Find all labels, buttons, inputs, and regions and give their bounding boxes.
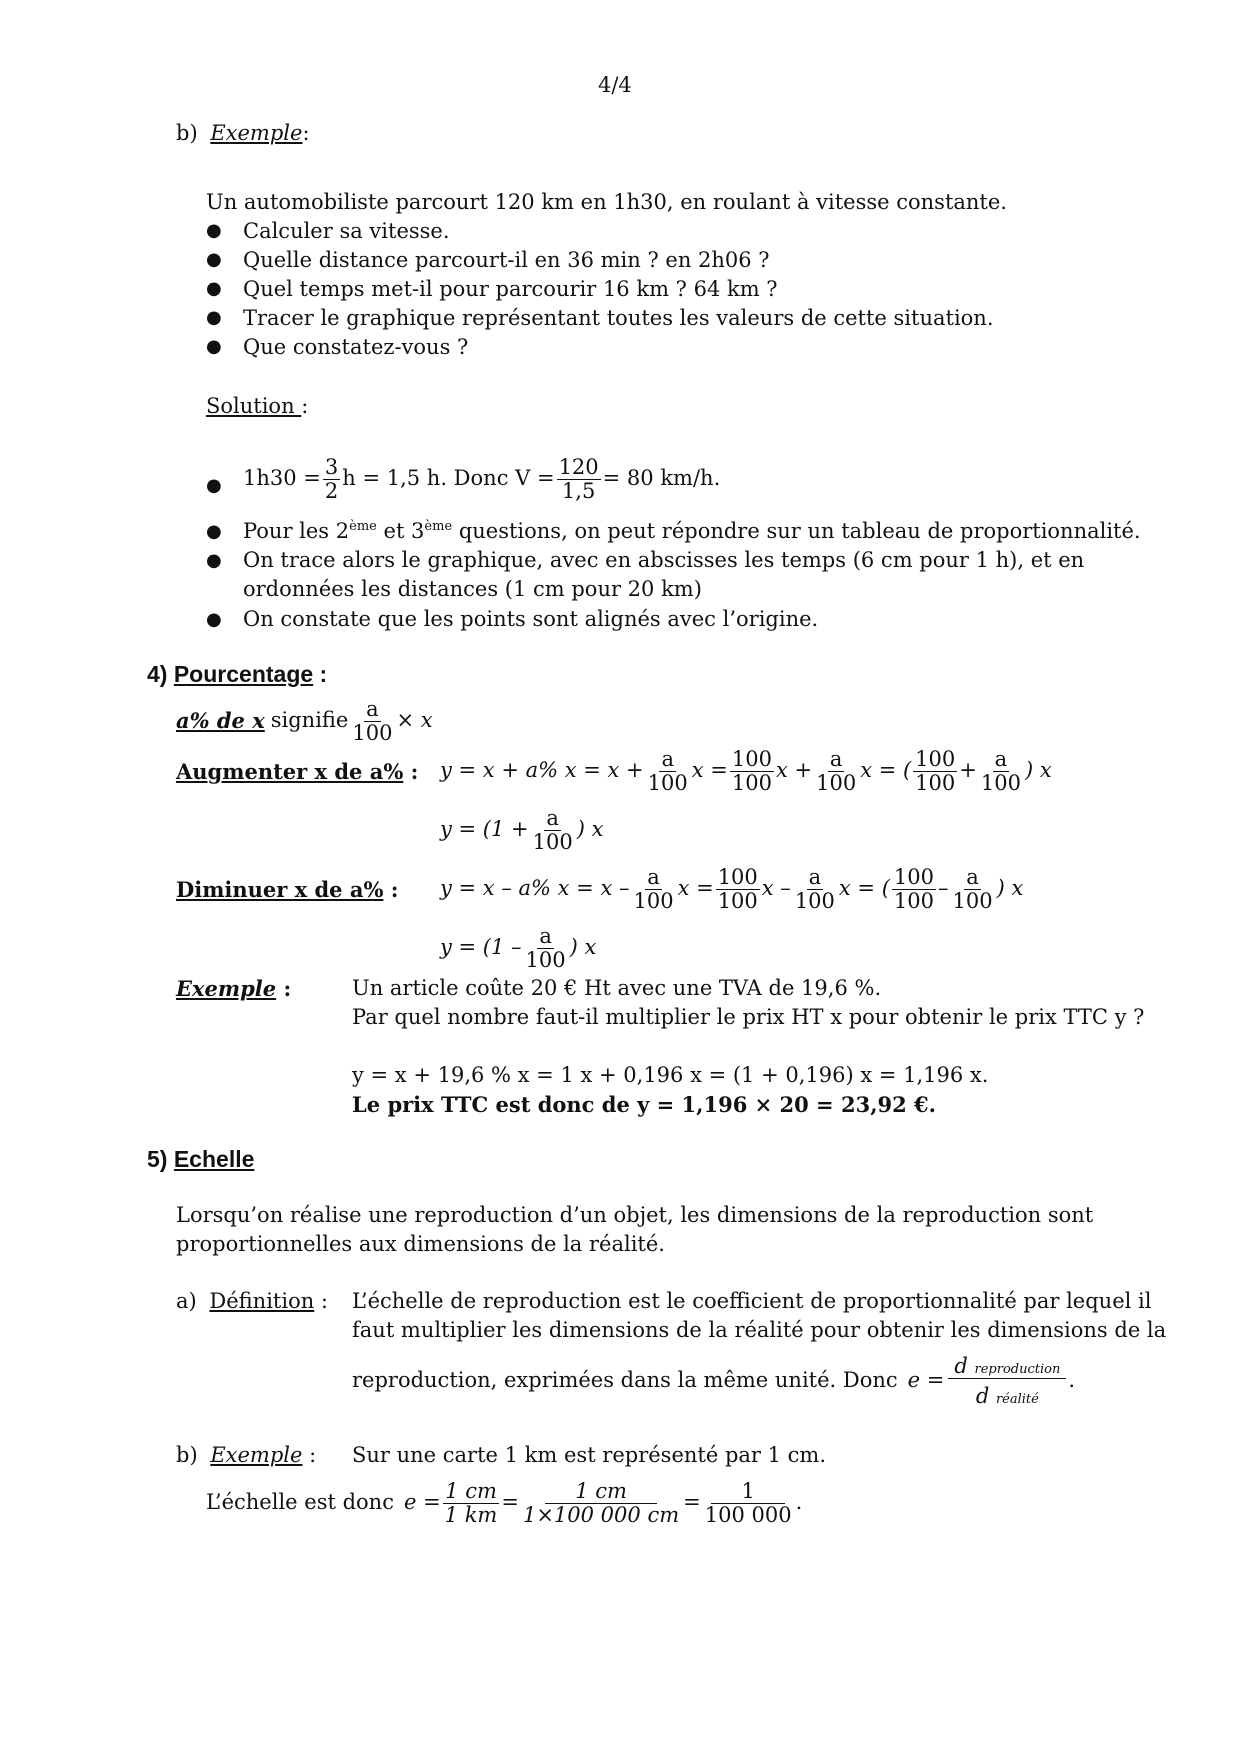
fraction: [716, 866, 760, 911]
text: ) x: [569, 935, 597, 960]
bullet-icon: ●: [206, 220, 222, 241]
denominator: 100: [633, 888, 674, 913]
definition-line-3: [352, 1346, 1075, 1416]
fraction: [793, 866, 837, 911]
list-item: Quel temps met-il pour parcourir 16 km ? 64 km ?: [243, 277, 778, 301]
numerator: 100: [717, 865, 758, 890]
bullet-icon: ●: [206, 550, 222, 571]
percent-example-line-4: Le prix TTC est donc de y = 1,196 × 20 = 23,92 €.: [352, 1092, 936, 1117]
numerator: a: [539, 924, 552, 949]
colon: :: [302, 1443, 317, 1467]
superscript: ème: [349, 519, 377, 534]
numerator: a: [546, 806, 559, 831]
denominator: 100: [893, 888, 934, 913]
bullet-icon: ●: [206, 521, 222, 542]
text: =: [501, 1490, 519, 1515]
denominator: 100: [794, 888, 835, 913]
denominator: 100: [980, 770, 1021, 795]
section-title: Pourcentage: [173, 661, 314, 687]
solution-colon: :: [301, 394, 309, 418]
percent-example-label: [176, 975, 291, 1002]
example-prefix: b): [176, 121, 198, 145]
text: signifie: [270, 708, 349, 733]
text: h = 1,5 h. Donc V =: [342, 466, 555, 491]
fraction: [631, 866, 675, 911]
numerator: a: [366, 697, 379, 722]
text: .: [795, 1490, 803, 1515]
bullet-icon: ●: [206, 609, 222, 630]
example-colon: :: [302, 121, 310, 145]
denominator: 100: [816, 770, 857, 795]
fraction: [703, 1480, 794, 1525]
text: y = (1 –: [440, 935, 522, 960]
definition-heading: [176, 1288, 328, 1315]
definition-line-1: L’échelle de reproduction est le coefficient de proportionnalité par lequel il: [352, 1289, 1152, 1313]
bullet-icon: ●: [206, 475, 222, 496]
text: L’échelle est donc: [206, 1490, 394, 1515]
numerator: 3: [324, 455, 339, 480]
list-item: Tracer le graphique représentant toutes les valeurs de cette situation.: [243, 306, 994, 330]
denominator: 100: [525, 947, 566, 972]
text: =: [683, 1490, 701, 1515]
label: Exemple: [210, 1443, 303, 1467]
list-item: Quelle distance parcourt-il en 36 min ? en 2h06 ?: [243, 248, 770, 272]
numerator: a: [647, 865, 660, 890]
fraction: [443, 1480, 500, 1525]
section-title: Echelle: [173, 1146, 255, 1172]
text: x +: [775, 758, 813, 783]
text: et 3: [376, 519, 425, 543]
fraction: [948, 1355, 1066, 1406]
numerator: 120: [558, 455, 599, 480]
example-heading: [176, 120, 310, 147]
fraction: [521, 1480, 681, 1525]
numerator: a: [994, 747, 1008, 772]
diminuer-label: [176, 876, 398, 903]
text: = 80 km/h.: [602, 466, 721, 491]
diminuer-line-1: [440, 861, 1023, 917]
numerator: 1: [711, 1480, 784, 1503]
section-4-heading: [147, 660, 327, 690]
text: ) x: [996, 876, 1024, 901]
augmenter-label: [176, 758, 418, 785]
text: ) x: [576, 817, 604, 842]
text: x = (: [860, 758, 912, 783]
subscript: réalité: [995, 1391, 1039, 1407]
denominator: 100: [647, 770, 688, 795]
denominator: 1×100 000 cm: [522, 1502, 680, 1527]
numerator: a: [829, 747, 843, 772]
text: questions, on peut répondre sur un tableau de proportionnalité.: [452, 519, 1141, 543]
scale-example-line-1: Sur une carte 1 km est représenté par 1 cm.: [352, 1443, 827, 1467]
text: 1h30 =: [243, 466, 321, 491]
percent-example-line-3: y = x + 19,6 % x = 1 x + 0,196 x = (1 + 0,196) x = 1,196 x.: [352, 1063, 989, 1087]
solution-heading: [206, 393, 308, 420]
solution-line-2: [243, 518, 1141, 545]
percent-example-line-2: Par quel nombre faut-il multiplier le prix HT x pour obtenir le prix TTC y ?: [352, 1005, 1145, 1029]
fraction: [350, 698, 394, 743]
text: x = (: [838, 876, 890, 901]
colon: :: [383, 877, 399, 902]
fraction: [646, 748, 690, 793]
section-number: 4): [147, 661, 168, 687]
colon: :: [314, 1289, 329, 1313]
bullet-icon: ●: [206, 278, 222, 299]
page-number: 4/4: [598, 73, 632, 97]
numerator: 100: [893, 865, 934, 890]
text: x =: [691, 758, 728, 783]
text: +: [959, 758, 977, 783]
fraction: [950, 866, 994, 911]
denominator: 100: [532, 829, 573, 854]
label: Augmenter x de a%: [176, 759, 404, 784]
text: y = x + a% x = x +: [440, 758, 644, 783]
echelle-intro-1: Lorsqu’on réalise une reproduction d’un objet, les dimensions de la reproduction sont: [176, 1203, 1094, 1227]
fraction: [323, 456, 340, 501]
echelle-intro-2: proportionnelles aux dimensions de la réalité.: [176, 1232, 665, 1256]
numerator: [948, 1355, 1066, 1378]
text: –: [937, 876, 949, 901]
numerator: 100: [731, 747, 772, 772]
solution-line-4: On constate que les points sont alignés avec l’origine.: [243, 607, 819, 631]
denominator: 100: [352, 720, 393, 745]
text: x =: [677, 876, 714, 901]
fraction: [814, 748, 858, 793]
percent-example-line-1: Un article coûte 20 € Ht avec une TVA de 19,6 %.: [352, 976, 882, 1000]
solution-line-1: [243, 450, 720, 508]
text: y = x – a% x = x –: [440, 876, 630, 901]
text: ) x: [1024, 758, 1052, 783]
fraction: [730, 748, 774, 793]
text: e =: [403, 1490, 441, 1515]
colon: :: [276, 976, 292, 1001]
term: a% de x: [176, 708, 265, 734]
text: x –: [761, 876, 791, 901]
label: Définition: [209, 1289, 315, 1313]
augmenter-line-1: [440, 743, 1052, 799]
definition-line-2: faut multiplier les dimensions de la réalité pour obtenir les dimensions de la: [352, 1318, 1167, 1342]
solution-line-3b: ordonnées les distances (1 cm pour 20 km): [243, 577, 702, 601]
list-item: Que constatez-vous ?: [243, 335, 469, 359]
diminuer-line-2: [440, 921, 596, 975]
text: e =: [907, 1368, 945, 1393]
scale-example-heading: [176, 1442, 316, 1469]
numerator: a: [808, 865, 822, 890]
section-number: 5): [147, 1146, 168, 1172]
fraction: [524, 925, 568, 970]
denominator: 100: [952, 888, 993, 913]
denominator: 2: [324, 478, 339, 503]
percent-definition: [176, 694, 433, 748]
label: Exemple: [176, 976, 277, 1001]
prefix: b): [176, 1443, 198, 1467]
colon: :: [403, 759, 419, 784]
fraction: [531, 807, 575, 852]
bullet-icon: ●: [206, 307, 222, 328]
subscript: reproduction: [974, 1362, 1061, 1378]
superscript: ème: [424, 519, 453, 534]
denominator: 100 000: [704, 1502, 792, 1527]
example-label: Exemple: [210, 121, 303, 145]
solution-label: Solution: [206, 394, 302, 418]
numerator: a: [661, 747, 674, 772]
fraction: [979, 748, 1023, 793]
bullet-icon: ●: [206, 249, 222, 270]
example-intro: Un automobiliste parcourt 120 km en 1h30, en roulant à vitesse constante.: [206, 190, 1007, 214]
denominator: [974, 1379, 1041, 1407]
text: y = (1 +: [440, 817, 529, 842]
text: Pour les 2: [243, 519, 350, 543]
bullet-icon: ●: [206, 336, 222, 357]
denominator: 1,5: [561, 478, 596, 503]
label: Diminuer x de a%: [176, 877, 384, 902]
denominator: 100: [915, 770, 956, 795]
text: × x: [396, 708, 433, 733]
augmenter-line-2: [440, 803, 603, 857]
text: reproduction, exprimées dans la même unité. Donc: [352, 1368, 898, 1393]
denominator: 100: [731, 770, 772, 795]
fraction: [557, 456, 601, 501]
text: d: [954, 1354, 968, 1379]
numerator: 1 cm: [545, 1480, 657, 1503]
fraction: [913, 748, 957, 793]
fraction: [892, 866, 936, 911]
numerator: 1 cm: [445, 1479, 497, 1504]
denominator: 1 km: [444, 1502, 498, 1527]
list-item: Calculer sa vitesse.: [243, 219, 450, 243]
section-colon: :: [313, 661, 328, 687]
numerator: 100: [915, 747, 956, 772]
scale-example-line-2: [206, 1472, 802, 1534]
solution-line-3a: On trace alors le graphique, avec en abscisses les temps (6 cm pour 1 h), et en: [243, 548, 1085, 572]
numerator: a: [966, 865, 979, 890]
text: .: [1068, 1368, 1076, 1393]
prefix: a): [176, 1289, 197, 1313]
denominator: 100: [717, 888, 758, 913]
text: d: [975, 1383, 990, 1408]
section-5-heading: [147, 1145, 254, 1175]
